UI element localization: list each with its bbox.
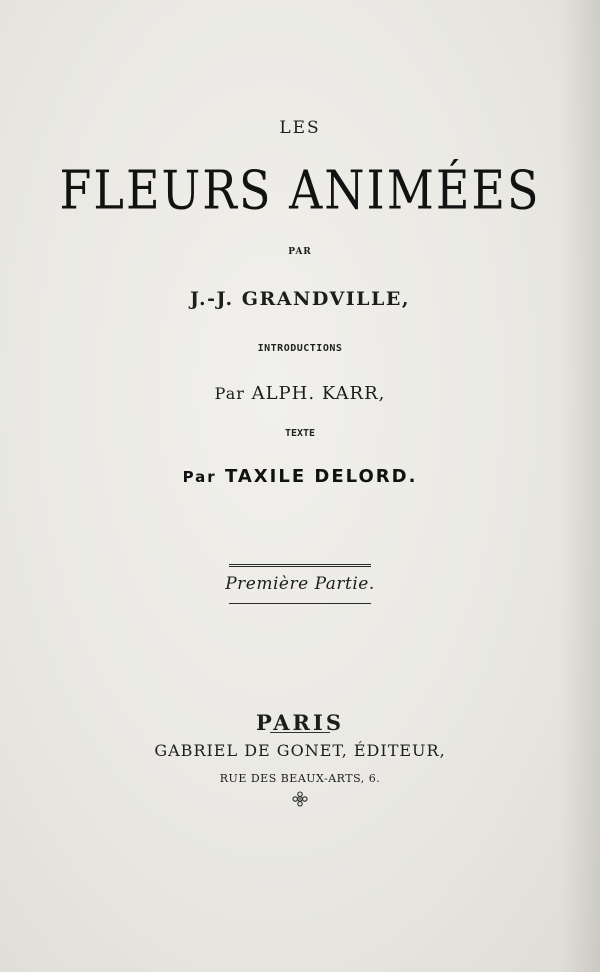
karr-by-label: Par [214,384,245,403]
delord-by-label: Par [182,468,217,486]
part-rule-bottom [229,603,371,604]
main-title: FLEURS ANIMÉES [59,158,541,222]
imprint-publisher: GABRIEL DE GONET, ÉDITEUR, [154,741,446,760]
delord-name: TAXILE DELORD. [224,466,418,487]
part-label: Première Partie. [225,574,375,594]
title-article [0,118,600,138]
by-label: PAR [288,247,312,257]
imprint-address: RUE DES BEAUX-ARTS, 6. [219,772,381,785]
imprint-city: PARIS [256,710,344,735]
karr-name: ALPH. KARR, [251,383,386,404]
part-rule-top-double [229,566,371,567]
text-author [0,466,600,487]
part-rule-top [229,564,371,565]
author-name: J.-J. GRANDVILLE, [190,288,410,310]
texte-label: TEXTE [284,428,316,439]
floral-ornament-icon [291,790,309,808]
introductions-label: INTRODUCTIONS [257,343,343,354]
introductions-author [0,383,600,404]
city-underline [270,732,330,733]
title-article-text: LES [279,118,321,138]
